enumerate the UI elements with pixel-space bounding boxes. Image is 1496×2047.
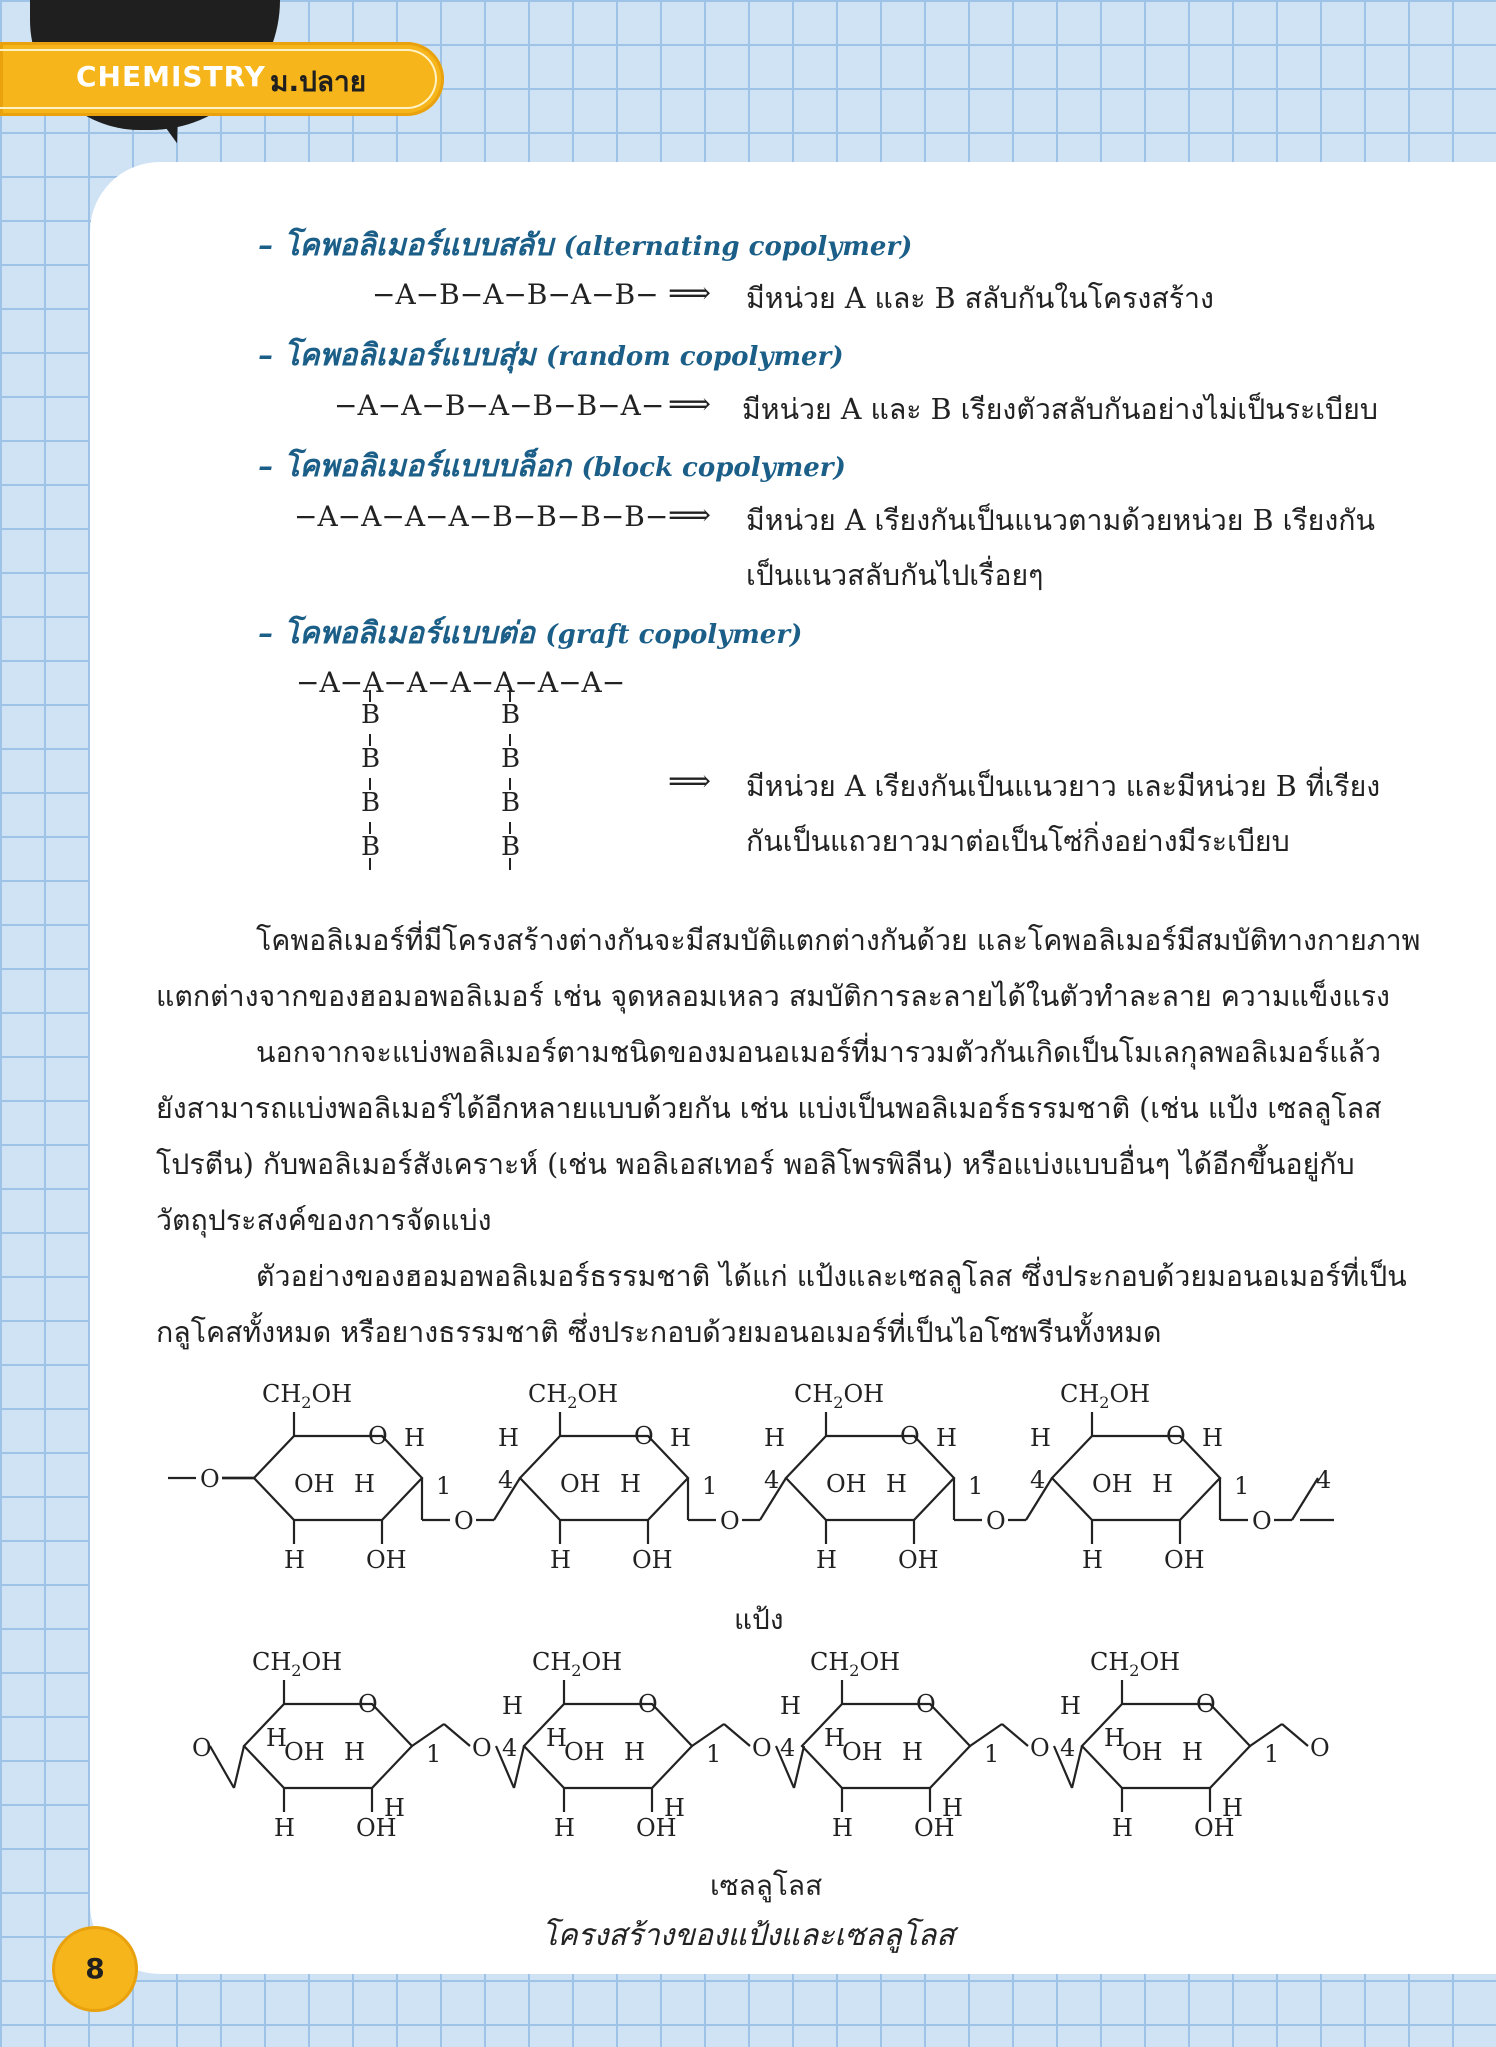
- hydrogen-label: H: [936, 1424, 957, 1452]
- bond: [234, 1746, 244, 1788]
- hydrogen-label: H: [1222, 1794, 1243, 1822]
- glycosidic-oxygen: O: [472, 1734, 492, 1762]
- ch2oh-label: $CH_2OH$: [810, 1648, 901, 1680]
- hydrogen-label: H: [780, 1692, 801, 1720]
- carbon-4-label: 4: [1060, 1734, 1076, 1762]
- arrow-graft: ⟹: [668, 764, 712, 799]
- hydroxyl-label: OH: [636, 1814, 677, 1842]
- hydrogen-label: H: [384, 1794, 405, 1822]
- desc-graft-1: มีหน่วย A เรียงกันเป็นแนวยาว และมีหน่วย B ที่เรียง: [746, 770, 1381, 803]
- formula-graft: −A−A−A−A−A−A−A−: [296, 666, 626, 699]
- hydrogen-label: H: [344, 1738, 365, 1766]
- graft-branch-unit: B: [501, 788, 521, 818]
- hydrogen-label: H: [664, 1794, 685, 1822]
- ch2oh-label: $CH_2OH$: [1060, 1380, 1151, 1412]
- hydroxyl-label: OH: [294, 1470, 335, 1498]
- figure-caption: โครงสร้างของแป้งและเซลลูโลส: [541, 1918, 955, 1953]
- formula-block: −A−A−A−A−B−B−B−B−: [294, 500, 669, 533]
- ring-oxygen: O: [358, 1690, 378, 1718]
- ch2oh-label: $CH_2OH$: [528, 1380, 619, 1412]
- carbon-4-label: 4: [502, 1734, 518, 1762]
- hydrogen-label: H: [824, 1724, 845, 1752]
- hydrogen-label: H: [902, 1738, 923, 1766]
- paragraph-1-line-2: แตกต่างจากของฮอมอพอลิเมอร์ เช่น จุดหลอมเหลว สมบัติการละลายได้ในตัวทำละลาย ความแข็งแรง: [156, 980, 1390, 1013]
- graft-branch-unit: B: [361, 832, 381, 862]
- hydroxyl-label: OH: [842, 1738, 883, 1766]
- hydrogen-label: H: [1082, 1546, 1103, 1574]
- carbon-4-label: 4: [780, 1734, 796, 1762]
- ch2oh-label: $CH_2OH$: [794, 1380, 885, 1412]
- hydrogen-label: H: [502, 1692, 523, 1720]
- hydroxyl-label: OH: [632, 1546, 673, 1574]
- hydroxyl-label: OH: [356, 1814, 397, 1842]
- hydrogen-label: H: [404, 1424, 425, 1452]
- cellulose-structure: [192, 1648, 1330, 1842]
- hydroxyl-label: OH: [1092, 1470, 1133, 1498]
- ch2oh-label: $CH_2OH$: [1090, 1648, 1181, 1680]
- graft-branch-unit: B: [501, 700, 521, 730]
- graft-branch-unit: B: [361, 788, 381, 818]
- desc-graft-2: กันเป็นแถวยาวมาต่อเป็นโซ่กิ่งอย่างมีระเบียบ: [746, 825, 1290, 858]
- graft-branch-unit: B: [361, 700, 381, 730]
- hydroxyl-label: OH: [564, 1738, 605, 1766]
- hydrogen-label: H: [886, 1470, 907, 1498]
- hydrogen-label: H: [1030, 1424, 1051, 1452]
- arrow-alternating: ⟹: [668, 276, 712, 311]
- glycosidic-oxygen: O: [752, 1734, 772, 1762]
- subject-name: CHEMISTRY: [76, 60, 266, 93]
- hydroxyl-label: OH: [284, 1738, 325, 1766]
- glucose-ring: [786, 1436, 954, 1520]
- hydroxyl-label: OH: [914, 1814, 955, 1842]
- glycosidic-oxygen: O: [1030, 1734, 1050, 1762]
- hydroxyl-label: OH: [1164, 1546, 1205, 1574]
- desc-alternating-1: มีหน่วย A และ B สลับกันในโครงสร้าง: [746, 282, 1214, 315]
- glycosidic-oxygen: O: [454, 1507, 474, 1535]
- hydrogen-label: H: [546, 1724, 567, 1752]
- glycosidic-oxygen: O: [986, 1507, 1006, 1535]
- paragraph-3-line-2: กลูโคสทั้งหมด หรือยางธรรมชาติ ซึ่งประกอบด้วยมอนอเมอร์ที่เป็นไอโซพรีนทั้งหมด: [156, 1316, 1162, 1349]
- heading-random: – โคพอลิเมอร์แบบสุ่ม (random copolymer): [258, 338, 844, 373]
- bond: [1282, 1724, 1308, 1746]
- desc-random-1: มีหน่วย A และ B เรียงตัวสลับกันอย่างไม่เป็นระเบียบ: [742, 393, 1378, 426]
- carbon-4-label: 4: [764, 1466, 780, 1494]
- ring-oxygen: O: [1196, 1690, 1216, 1718]
- hydroxyl-label: OH: [826, 1470, 867, 1498]
- hydrogen-label: H: [1182, 1738, 1203, 1766]
- hydrogen-label: H: [554, 1814, 575, 1842]
- formula-random: −A−A−B−A−B−B−A−: [334, 389, 665, 422]
- hydrogen-label: H: [942, 1794, 963, 1822]
- glycosidic-oxygen: O: [200, 1465, 220, 1493]
- arrow-random: ⟹: [668, 387, 712, 422]
- carbon-1-label: 1: [706, 1740, 722, 1768]
- paragraph-1-line-1: โคพอลิเมอร์ที่มีโครงสร้างต่างกันจะมีสมบัติแตกต่างกันด้วย และโคพอลิเมอร์มีสมบัติทางกายภาพ: [256, 924, 1421, 957]
- heading-graft: – โคพอลิเมอร์แบบต่อ (graft copolymer): [258, 616, 803, 651]
- paragraph-2-line-3: โปรตีน) กับพอลิเมอร์สังเคราะห์ (เช่น พอลิเอสเทอร์ พอลิโพรพิลีน) หรือแบ่งแบบอื่นๆ ได้อีกขึ้นอยู่กับ: [156, 1148, 1355, 1181]
- bond: [1292, 1478, 1318, 1520]
- cellulose-caption: เซลลูโลส: [710, 1869, 823, 1902]
- page-number: 8: [85, 1952, 105, 1985]
- carbon-1-label: 1: [436, 1472, 452, 1500]
- paragraph-2-line-1: นอกจากจะแบ่งพอลิเมอร์ตามชนิดของมอนอเมอร์ที่มารวมตัวกันเกิดเป็นโมเลกุลพอลิเมอร์แล้ว: [256, 1036, 1382, 1069]
- desc-block-2: เป็นแนวสลับกันไปเรื่อยๆ: [746, 559, 1044, 592]
- graft-branches: [340, 690, 540, 890]
- carbon-4-label: 4: [1030, 1466, 1046, 1494]
- hydrogen-label: H: [498, 1424, 519, 1452]
- hydrogen-label: H: [1060, 1692, 1081, 1720]
- hydrogen-label: H: [764, 1424, 785, 1452]
- hydroxyl-label: OH: [1194, 1814, 1235, 1842]
- glucose-ring: [520, 1436, 688, 1520]
- bond: [1002, 1724, 1028, 1746]
- hydrogen-label: H: [624, 1738, 645, 1766]
- glycosidic-oxygen: O: [720, 1507, 740, 1535]
- hydrogen-label: H: [1104, 1724, 1125, 1752]
- carbon-1-label: 1: [1264, 1740, 1280, 1768]
- carbon-4-label: 4: [498, 1466, 514, 1494]
- hydroxyl-label: OH: [366, 1546, 407, 1574]
- bond: [444, 1724, 470, 1746]
- arrow-block: ⟹: [668, 498, 712, 533]
- heading-block: – โคพอลิเมอร์แบบบล็อก (block copolymer): [258, 449, 846, 484]
- hydrogen-label: H: [1112, 1814, 1133, 1842]
- paragraph-2-line-2: ยังสามารถแบ่งพอลิเมอร์ได้อีกหลายแบบด้วยกัน เช่น แบ่งเป็นพอลิเมอร์ธรรมชาติ (เช่น แป้ง เซลลูโลส: [156, 1092, 1382, 1125]
- carbon-1-label: 1: [984, 1740, 1000, 1768]
- hydrogen-label: H: [620, 1470, 641, 1498]
- glycosidic-oxygen: O: [1310, 1734, 1330, 1762]
- hydrogen-label: H: [670, 1424, 691, 1452]
- formula-alternating: −A−B−A−B−A−B−: [372, 278, 659, 311]
- page-number-badge: [52, 1926, 138, 2012]
- bond: [794, 1746, 804, 1788]
- desc-block-1: มีหน่วย A เรียงกันเป็นแนวตามด้วยหน่วย B เรียงกัน: [746, 504, 1375, 537]
- carbon-1-label: 1: [426, 1740, 442, 1768]
- graft-branch-unit: B: [501, 744, 521, 774]
- ch2oh-label: $CH_2OH$: [252, 1648, 343, 1680]
- glycosidic-oxygen: O: [1252, 1507, 1272, 1535]
- ring-oxygen: O: [368, 1422, 388, 1450]
- ch2oh-label: $CH_2OH$: [532, 1648, 623, 1680]
- hydroxyl-label: OH: [898, 1546, 939, 1574]
- hydrogen-label: H: [266, 1724, 287, 1752]
- hydrogen-label: H: [832, 1814, 853, 1842]
- paragraph-3-line-1: ตัวอย่างของฮอมอพอลิเมอร์ธรรมชาติ ได้แก่ แป้งและเซลลูโลส ซึ่งประกอบด้วยมอนอเมอร์ที่เป็น: [256, 1260, 1407, 1293]
- carbon-4-label: 4: [1316, 1466, 1332, 1494]
- glycosidic-oxygen: O: [192, 1734, 212, 1762]
- carbon-1-label: 1: [968, 1472, 984, 1500]
- carbon-1-label: 1: [1234, 1472, 1250, 1500]
- graft-branch-unit: B: [361, 744, 381, 774]
- hydrogen-label: H: [1202, 1424, 1223, 1452]
- hydroxyl-label: OH: [1122, 1738, 1163, 1766]
- ring-oxygen: O: [900, 1422, 920, 1450]
- subject-level: ม.ปลาย: [270, 65, 367, 98]
- ch2oh-label: $CH_2OH$: [262, 1380, 353, 1412]
- starch-structure: [168, 1380, 1334, 1574]
- hydrogen-label: H: [354, 1470, 375, 1498]
- bond: [724, 1724, 750, 1746]
- ring-oxygen: O: [1166, 1422, 1186, 1450]
- glucose-ring: [1052, 1436, 1220, 1520]
- paragraph-2-line-4: วัตถุประสงค์ของการจัดแบ่ง: [156, 1204, 492, 1237]
- ring-oxygen: O: [634, 1422, 654, 1450]
- starch-caption: แป้ง: [734, 1603, 784, 1636]
- ring-oxygen: O: [638, 1690, 658, 1718]
- hydrogen-label: H: [816, 1546, 837, 1574]
- glucose-ring: [254, 1436, 422, 1520]
- carbon-1-label: 1: [702, 1472, 718, 1500]
- hydrogen-label: H: [274, 1814, 295, 1842]
- hydrogen-label: H: [1152, 1470, 1173, 1498]
- hydroxyl-label: OH: [560, 1470, 601, 1498]
- hydrogen-label: H: [550, 1546, 571, 1574]
- graft-branch-unit: B: [501, 832, 521, 862]
- hydrogen-label: H: [284, 1546, 305, 1574]
- bond: [210, 1746, 234, 1788]
- ring-oxygen: O: [916, 1690, 936, 1718]
- heading-alternating: – โคพอลิเมอร์แบบสลับ (alternating copolymer): [258, 228, 913, 263]
